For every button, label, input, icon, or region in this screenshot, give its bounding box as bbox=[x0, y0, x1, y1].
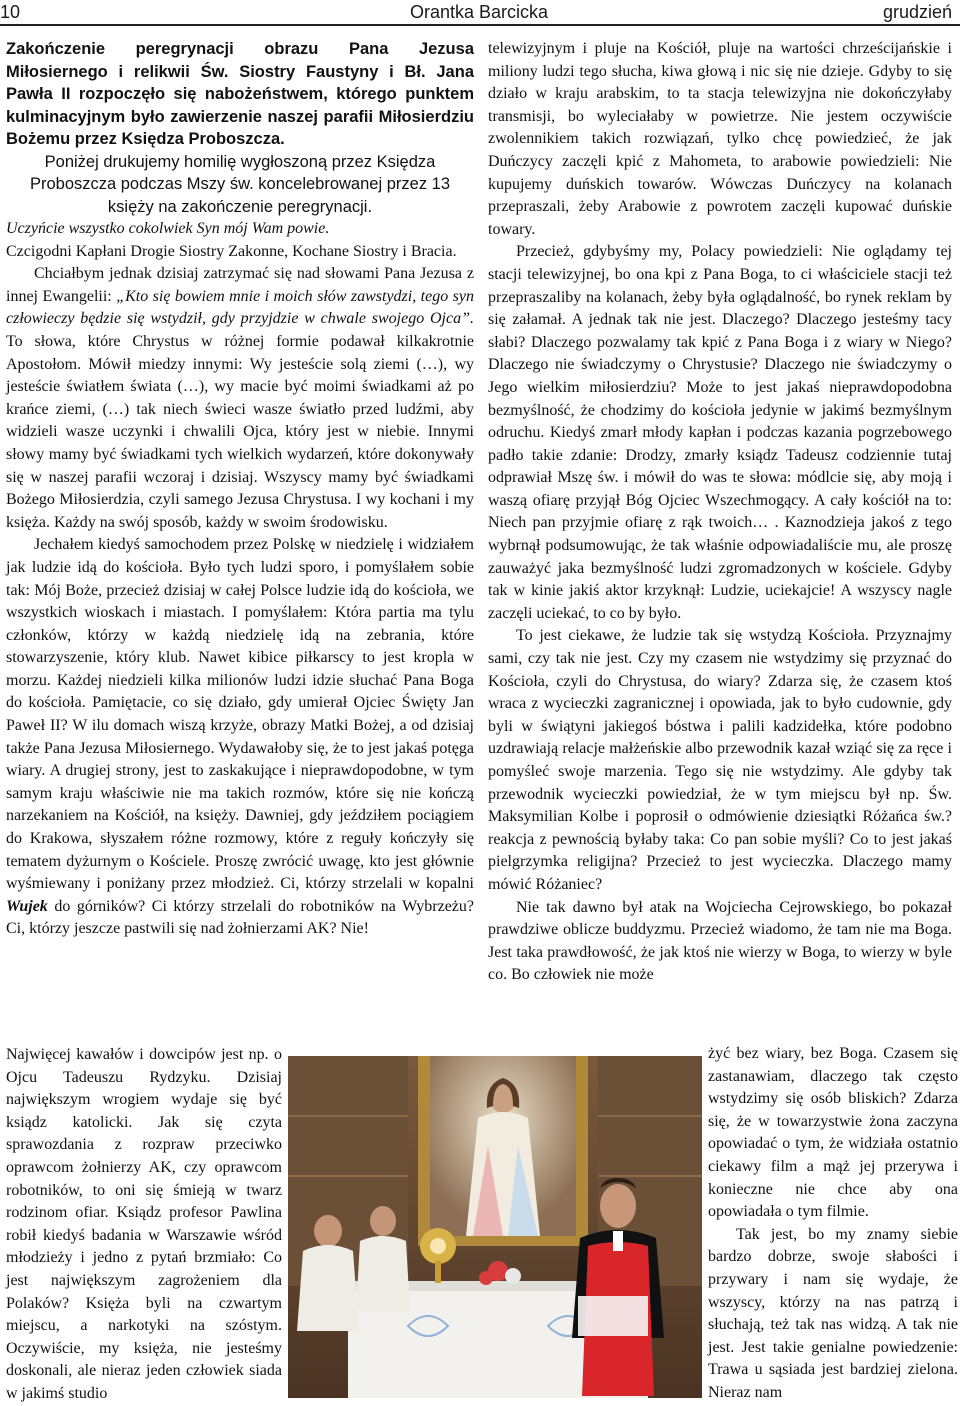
paragraph-2 bbox=[6, 534, 474, 941]
motto: Uczyńcie wszystko cokolwiek Syn mój Wam powie. bbox=[6, 220, 330, 237]
right-wrap-paragraph-2: Tak jest, bo my znamy siebie bardzo dobrze, swoje słabości i przywary i nam się wydaje, że wszyscy, którzy na nas patrzą i słuchają, też tak nas widzą. A tak nie jest. Jest takie genialne powiedzenie: Trawa u sąsiada jest bardziej zielona. Nieraz nam bbox=[708, 1225, 958, 1401]
photo-illustration bbox=[288, 1056, 702, 1398]
right-column bbox=[488, 38, 952, 987]
paragraph-1-a: Chciałbym jednak dzisiaj zatrzymać się nad słowami Pana Jezusa z innej Ewangelii: bbox=[6, 265, 474, 305]
right-paragraph-4: Nie tak dawno był atak na Wojciecha Cejrowskiego, bo pokazał prawdziwe oblicze buddyzmu. Przecież wiadomo, że tam nie ma Boga. Jest taka prawdłowość, że jak ktoś nie wierzy w Boga, to wierzy w byle co. Bo człowiek nie może bbox=[488, 898, 952, 984]
paragraph-1-b: To słowa, które Chrystus w różnej formie podawał kilkakrotnie Apostołom. Mówił miedzy innymi: Wy jesteście solą ziemi (…), wy jesteście światłem świata (…), wy macie być moimi świadkami aż po krańce ziemi, (…) tak niech świeci wasze światło przed ludźmi, aby widzieli wasze uczynki i chwalili Ojca, który jest w niebie. Innymi słowy mamy być świadkami tych wielkich wydarzeń, które dokonywały się w naszej parafii wczoraj i dzisiaj. Wszyscy mamy być świadkami Bożego Miłosierdzia, czyli samego Jezusa Chrystusa. I wy kochani i my księża. Każdy na swój sposób, każdy w swoim środowisku. bbox=[6, 332, 474, 531]
right-wrap-paragraph-1: żyć bez wiary, bez Boga. Czasem się zastanawiam, dlaczego tak często wstydzimy się osób bliskich? Zdarza się, że w towarzystwie żona zaczyna opowiadać o tym, że widziała ostatnio ciekawy film a mąż jej przerywa i konieczne nie chce aby ona opowiadała o tym filmie. bbox=[708, 1045, 958, 1221]
paragraph-2-a: Jechałem kiedyś samochodem przez Polskę w niedzielę i widziałem jak ludzie idą do kościoła. Było tych ludzi sporo, i pomyślałem sobie tak: Mój Boże, przecież dzisiaj w całej Polsce ludzie idą do kościoła, we wszystkich wioskach i miastach. I pomyślałem: Która partia ma tylu członków, którzy w każdą niedzielę idą na zebrania, które stowarzyszenie, który klub. Nawet kibice piłkarscy to jest kropla w morzu. Każdej niedzieli kilka milionów ludzi idzie słuchać Pana Boga do kościoła. Pamiętacie, co się działo, gdy umierał Ojciec Święty Jan Paweł II? W ilu domach wiszą krzyże, obrazy Matki Bożej, a od dzisiaj także Pana Jezusa Miłosiernego. Wydawałoby się, że to jest jakaś potęga wiary. A drugiej strony, jest to zaskakujące i nieprawdopodobne, w tym samym kraju właściwie nie ma takich rozmów, które się nie kończą narzekaniem na Kościół, na księży. Dawniej, gdy jeździłem pociągiem do Krakowa, słyszałem różne rozmowy, które z reguły kończyły się tematem dyżurnym o Kościele. Proszę zwrócić uwagę, kto jest głównie wyśmiewany i poniżany przez młodzież. Ci, którzy strzelali w kopalni bbox=[6, 536, 474, 893]
greeting: Czcigodni Kapłani Drogie Siostry Zakonne, Kochane Siostry i Bracia. bbox=[6, 242, 457, 260]
header-rule bbox=[0, 24, 960, 26]
intro-bold: Zakończenie peregrynacji obrazu Pana Jezusa Miłosiernego i relikwii Św. Siostry Faustyny i Bł. Jana Pawła II rozpoczęło się nabożeństwem, którego punktem kulminacyjnym było zawierzenie naszej parafii Miłosierdziu Bożemu przez Księdza Proboszcza. bbox=[6, 40, 474, 148]
right-wrap-text bbox=[708, 1043, 958, 1405]
page-header bbox=[0, 0, 960, 26]
paragraph-2-b: do górników? Ci którzy strzelali do robotników na Wybrzeżu? Ci, którzy jeszcze pastwili się nad żołnierzami AK? Nie! bbox=[6, 897, 474, 938]
right-paragraph-1: telewizyjnym i pluje na Kościół, pluje na wartości chrześcijańskie i miliony ludzi tego słucha, kiwa głową i nic się nie dzieje. Gdyby to się działo w kraju arabskim, to ta stacja telewizyjna nie dokończyłaby transmisji, bo wyleciałaby w powietrze. Nie jestem oczywiście zwolennikiem takich rozwiązań, tylko chcę powiedzieć, że jak Duńczycy zaczęli kpić z Mahometa, to arabowie powiedzieli: Nie kupujemy duńskich towarów. Wówczas Duńczycy na kolanach przepraszali, żeby Arabowie z powrotem zaczęli kupować duńskie towary. bbox=[488, 40, 952, 238]
issue-month: grudzień bbox=[882, 2, 952, 22]
left-wrap-paragraph: Najwięcej kawałów i dowcipów jest np. o Ojcu Tadeuszu Rydzyku. Dzisiaj największym wrogiem wydaje się być ksiądz katolicki. Jak się czyta sprawozdania z rozpraw przeciwko oprawcom żołnierzy AK, czy oprawcom robotników, to oni się śmieją w twarz rodzinom ofiar. Ksiądz profesor Pawlina robił kiedyś badania w Warszawie wśród młodzieży i jedno z pytań brzmiało: Co jest największym zagrożeniem dla Polaków? Księża byli na czwartym miejscu, a narkotyki na szóstym. Oczywiście, my księża, nie jesteśmy doskonali, ale nieraz jeden człowiek siada w jakimś studio bbox=[6, 1046, 282, 1402]
publication-title: Orantka Barcicka bbox=[410, 2, 549, 22]
wujek-emphasis: Wujek bbox=[6, 897, 48, 915]
left-column bbox=[6, 38, 474, 941]
right-paragraph-3: To jest ciekawe, że ludzie tak się wstydzą Kościoła. Przyznajmy sami, czy tak nie jest. Czy my czasem nie wstydzimy się przyznać do Kościoła, czyli do Chrystusa, do wiary? Zdarza się, że czasem ktoś wraca z wycieczki zagranicznej i opowiada, jak to było cudownie, gdy byli w świątyni jakiegoś bóstwa i palili kadzidełka, które podobno uzdrawiają relacje małżeńskie albo przewodnik kazał wziąć się za ręce i pomyśleć swoje marzenia. Tego się nie wstydzimy. Ale gdyby tak przewodnik wycieczki powiedział, że w tym miejscu był np. Św. Maksymilian Kolbe i poprosił o odmówienie dziesiątki Różańca św.? reakcja z pewnością byłaby taka: Co pan sobie myśli? Co to jest jakaś pielgrzymka religijna? Przecież to jest wycieczka. Dlaczego mamy mówić Różaniec? bbox=[488, 627, 952, 893]
page-number: 10 bbox=[0, 2, 21, 22]
gospel-quote: „Kto się bowiem mnie i moich słów zawstydzi, tego syn człowieczy będzie się wstydził, gdy przyjdzie w chwale swojego Ojca”. bbox=[6, 287, 474, 328]
left-wrap-text bbox=[6, 1044, 282, 1406]
intro-note: Poniżej drukujemy homilię wygłoszoną przez Księdza Proboszcza podczas Mszy św. koncelebrowanej przez 13 księży na zakończenie peregrynacji. bbox=[29, 152, 451, 216]
right-paragraph-2: Przecież, gdybyśmy my, Polacy powiedzieli: Nie oglądamy tej stacji telewizyjnej, bo ona kpi z Pana Boga, to ci właściciele stacji też przepraszaliby na kolanach, żeby była oglądalność, bo rynek reklam by się załamał. A jednak tak nie jest. Dlaczego? Dlaczego jesteśmy tacy słabi? Dlaczego pozwalamy tak kpić z Pana Boga i z wiary w Niego? Dlaczego nie świadczymy o Chrystusie? Dlaczego nie świadczymy o Jego wielkim miłosierdziu? Może to jest jakaś nieprawdopodobna bezmyślność, że chodzimy do kościoła jedynie w jakimś bezmyślnym odruchu. Kiedyś zmarł młody kapłan i podczas kazania pogrzebowego padło takie zdanie: Drodzy, zmarły ksiądz Tadeusz codziennie tutaj odprawiał Mszę św. i mówił do was te słowa: módlcie się, aby moją i waszą ofiarę przyjął Bóg Ojciec Wszechmogący. A cały kościół na to: Niech pan przyjmie ofiarę z rąk twoich… . Kaznodzieja jakoś z tego wybrnął podsumowując, że tak właśnie odpowiadaliście mu, ale proszę zauważyć jaka bezmyślność ludzi zgromadzonych w kościele. Gdyby tak w kinie jakiś aktor krzyknął: Ludzie, uciekajcie! A wszyscy nagle zaczęli uciekać, to co by było. bbox=[488, 243, 952, 622]
church-altar-photo bbox=[288, 1056, 702, 1398]
paragraph-1 bbox=[6, 263, 474, 534]
